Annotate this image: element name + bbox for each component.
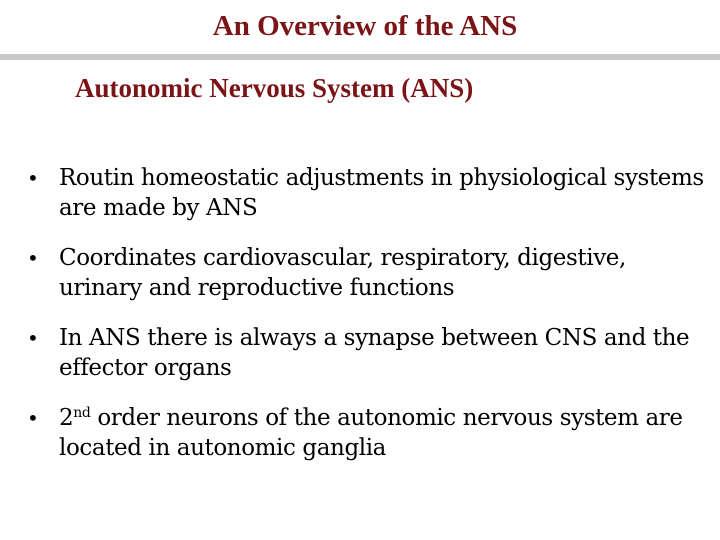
bullet-item xyxy=(27,403,707,463)
ordinal-number: 2 xyxy=(59,405,74,431)
bullet-icon: • xyxy=(27,326,39,350)
bullet-text: In ANS there is always a synapse between CNS and the effector organs xyxy=(59,325,690,381)
bullet-text-rest: order neurons of the autonomic nervous system are located in autonomic ganglia xyxy=(59,405,683,461)
title-divider xyxy=(0,54,720,60)
bullet-icon: • xyxy=(27,246,39,270)
bullet-text: Routin homeostatic adjustments in physiological systems are made by ANS xyxy=(59,165,704,221)
bullet-item xyxy=(27,163,707,223)
bullet-icon: • xyxy=(27,406,39,430)
bullet-text xyxy=(59,405,683,461)
slide-title: An Overview of the ANS xyxy=(212,10,518,42)
slide-subtitle: Autonomic Nervous System (ANS) xyxy=(75,73,474,103)
ordinal-suffix: nd xyxy=(73,405,91,421)
bullet-list xyxy=(27,163,707,483)
bullet-item xyxy=(27,243,707,303)
bullet-icon: • xyxy=(27,166,39,190)
bullet-text: Coordinates cardiovascular, respiratory, digestive, urinary and reproductive functions xyxy=(59,245,626,301)
bullet-item xyxy=(27,323,707,383)
